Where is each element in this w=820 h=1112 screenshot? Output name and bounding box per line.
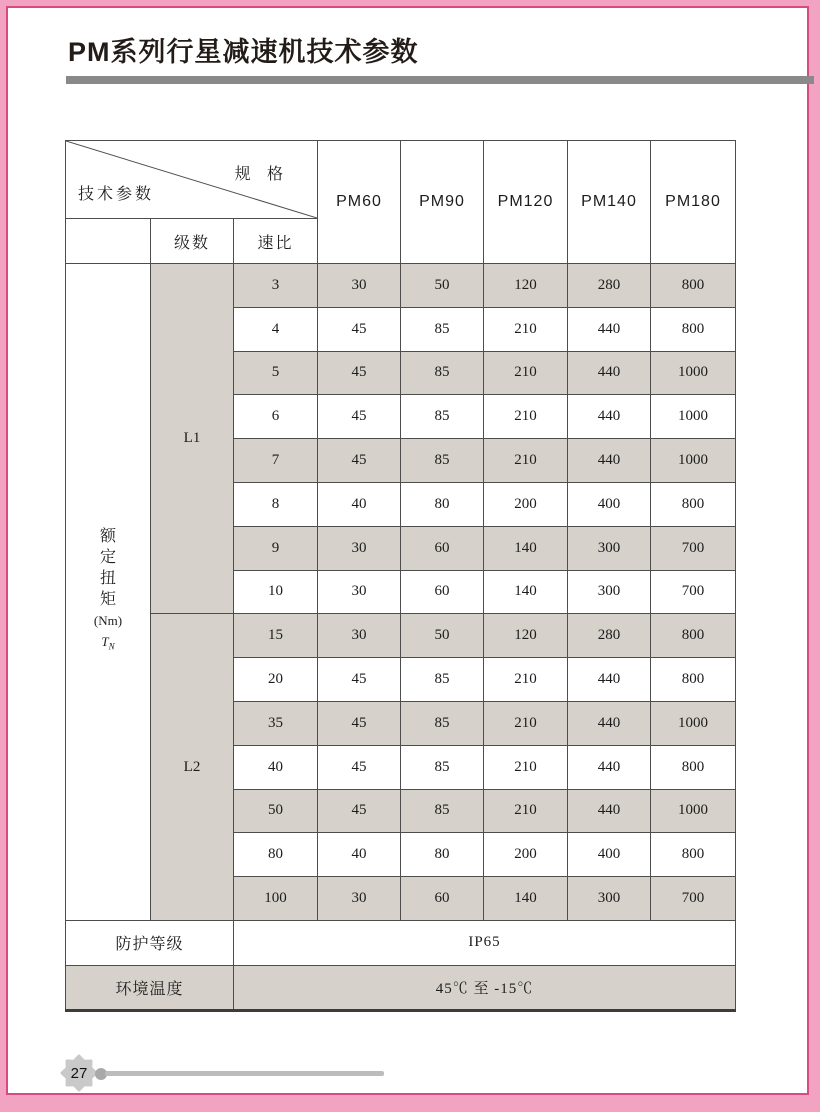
torque-value-cell-pm90: 85 (401, 701, 484, 745)
torque-value-cell-pm120: 120 (484, 264, 568, 308)
ratio-cell: 8 (234, 482, 318, 526)
torque-value-cell-pm60: 30 (318, 264, 401, 308)
torque-value-cell-pm140: 440 (568, 701, 651, 745)
stage-cell-L2: L2 (151, 614, 234, 921)
torque-value-cell-pm120: 210 (484, 351, 568, 395)
torque-value-cell-pm60: 40 (318, 482, 401, 526)
torque-value-cell-pm60: 45 (318, 789, 401, 833)
ratio-header: 速比 (234, 219, 318, 264)
torque-value-cell-pm60: 45 (318, 701, 401, 745)
spec-table (65, 140, 736, 1012)
torque-value-cell-pm90: 85 (401, 745, 484, 789)
ratio-cell: 100 (234, 877, 318, 921)
torque-value-cell-pm90: 85 (401, 658, 484, 702)
ratio-cell: 10 (234, 570, 318, 614)
torque-label-char: 额 (99, 528, 116, 546)
ratio-cell: 40 (234, 745, 318, 789)
model-header-pm120: PM120 (484, 141, 568, 264)
torque-value-cell-pm60: 45 (318, 439, 401, 483)
torque-value-cell-pm90: 60 (401, 526, 484, 570)
torque-value-cell-pm180: 700 (651, 570, 736, 614)
ratio-cell: 80 (234, 833, 318, 877)
ratio-cell: 6 (234, 395, 318, 439)
torque-value-cell-pm180: 700 (651, 526, 736, 570)
model-header-pm90: PM90 (401, 141, 484, 264)
ratio-cell: 5 (234, 351, 318, 395)
torque-value-cell-pm120: 140 (484, 526, 568, 570)
ratio-cell: 4 (234, 307, 318, 351)
stage-header: 级数 (151, 219, 234, 264)
torque-value-cell-pm120: 210 (484, 701, 568, 745)
torque-value-cell-pm120: 210 (484, 395, 568, 439)
torque-value-cell-pm180: 1000 (651, 395, 736, 439)
torque-value-cell-pm90: 80 (401, 482, 484, 526)
torque-value-cell-pm140: 280 (568, 264, 651, 308)
ratio-cell: 20 (234, 658, 318, 702)
torque-value-cell-pm180: 1000 (651, 351, 736, 395)
spec-corner-label: 规 格 (234, 166, 290, 183)
torque-value-cell-pm120: 210 (484, 439, 568, 483)
torque-value-cell-pm180: 800 (651, 745, 736, 789)
torque-value-cell-pm140: 440 (568, 307, 651, 351)
torque-value-cell-pm140: 300 (568, 526, 651, 570)
ambient-temperature-label: 环境温度 (66, 965, 234, 1010)
torque-value-cell-pm60: 45 (318, 307, 401, 351)
model-header-pm140: PM140 (568, 141, 651, 264)
model-header-pm60: PM60 (318, 141, 401, 264)
torque-value-cell-pm120: 200 (484, 482, 568, 526)
data-row-ratio-15 (66, 614, 736, 658)
torque-value-cell-pm60: 45 (318, 395, 401, 439)
torque-value-cell-pm180: 800 (651, 614, 736, 658)
torque-unit: (Nm) (93, 613, 123, 629)
model-header-pm180: PM180 (651, 141, 736, 264)
param-corner-label: 技术参数 (78, 186, 155, 203)
torque-value-cell-pm120: 200 (484, 833, 568, 877)
protection-class-value: IP65 (234, 920, 736, 965)
torque-value-cell-pm180: 800 (651, 307, 736, 351)
rated-torque-label-cell (66, 264, 151, 921)
torque-value-cell-pm60: 30 (318, 570, 401, 614)
torque-value-cell-pm140: 440 (568, 658, 651, 702)
protection-class-row (66, 920, 736, 965)
torque-value-cell-pm140: 400 (568, 833, 651, 877)
torque-value-cell-pm180: 800 (651, 482, 736, 526)
protection-class-label: 防护等级 (66, 920, 234, 965)
torque-value-cell-pm140: 300 (568, 570, 651, 614)
torque-value-cell-pm90: 85 (401, 789, 484, 833)
torque-value-cell-pm90: 60 (401, 570, 484, 614)
page-number-badge (60, 1054, 98, 1092)
torque-value-cell-pm60: 30 (318, 877, 401, 921)
torque-value-cell-pm180: 800 (651, 658, 736, 702)
torque-value-cell-pm140: 440 (568, 351, 651, 395)
torque-value-cell-pm90: 85 (401, 395, 484, 439)
torque-value-cell-pm90: 60 (401, 877, 484, 921)
torque-value-cell-pm140: 440 (568, 439, 651, 483)
torque-value-cell-pm140: 300 (568, 877, 651, 921)
empty-header-cell (66, 219, 151, 264)
torque-value-cell-pm60: 45 (318, 658, 401, 702)
ambient-temperature-value: 45℃ 至 -15℃ (234, 965, 736, 1010)
torque-value-cell-pm60: 30 (318, 526, 401, 570)
page-number: 27 (70, 1064, 88, 1082)
torque-label-char: 定 (99, 549, 116, 567)
torque-value-cell-pm180: 800 (651, 833, 736, 877)
torque-value-cell-pm60: 40 (318, 833, 401, 877)
footer-decorative-line (105, 1071, 384, 1076)
torque-value-cell-pm140: 400 (568, 482, 651, 526)
torque-value-cell-pm120: 210 (484, 745, 568, 789)
torque-value-cell-pm90: 50 (401, 264, 484, 308)
ratio-cell: 50 (234, 789, 318, 833)
torque-value-cell-pm120: 140 (484, 570, 568, 614)
torque-value-cell-pm140: 440 (568, 745, 651, 789)
torque-label-char: 矩 (99, 591, 116, 609)
torque-value-cell-pm140: 440 (568, 789, 651, 833)
rated-torque-label (66, 526, 150, 658)
torque-value-cell-pm120: 140 (484, 877, 568, 921)
torque-value-cell-pm60: 45 (318, 745, 401, 789)
torque-value-cell-pm120: 210 (484, 658, 568, 702)
torque-symbol: $T_N$ (101, 634, 115, 652)
torque-value-cell-pm180: 700 (651, 877, 736, 921)
title-underline-bar (66, 76, 814, 84)
torque-value-cell-pm60: 45 (318, 351, 401, 395)
torque-value-cell-pm120: 120 (484, 614, 568, 658)
diagonal-header-cell (66, 141, 318, 219)
ratio-cell: 35 (234, 701, 318, 745)
stage-cell-L1: L1 (151, 264, 234, 614)
ratio-cell: 9 (234, 526, 318, 570)
page-title: PM系列行星减速机技术参数 (68, 37, 419, 67)
torque-label-char: 扭 (99, 570, 116, 588)
torque-value-cell-pm140: 440 (568, 395, 651, 439)
torque-value-cell-pm60: 30 (318, 614, 401, 658)
torque-value-cell-pm90: 85 (401, 307, 484, 351)
torque-value-cell-pm180: 1000 (651, 439, 736, 483)
torque-value-cell-pm90: 50 (401, 614, 484, 658)
torque-value-cell-pm120: 210 (484, 307, 568, 351)
torque-value-cell-pm90: 85 (401, 351, 484, 395)
torque-value-cell-pm180: 800 (651, 264, 736, 308)
ambient-temperature-row (66, 965, 736, 1010)
ratio-cell: 7 (234, 439, 318, 483)
ratio-cell: 15 (234, 614, 318, 658)
header-row-1 (66, 141, 736, 219)
torque-value-cell-pm90: 80 (401, 833, 484, 877)
torque-value-cell-pm120: 210 (484, 789, 568, 833)
torque-value-cell-pm180: 1000 (651, 701, 736, 745)
torque-value-cell-pm140: 280 (568, 614, 651, 658)
ratio-cell: 3 (234, 264, 318, 308)
data-row-ratio-3 (66, 264, 736, 308)
torque-value-cell-pm180: 1000 (651, 789, 736, 833)
torque-value-cell-pm90: 85 (401, 439, 484, 483)
